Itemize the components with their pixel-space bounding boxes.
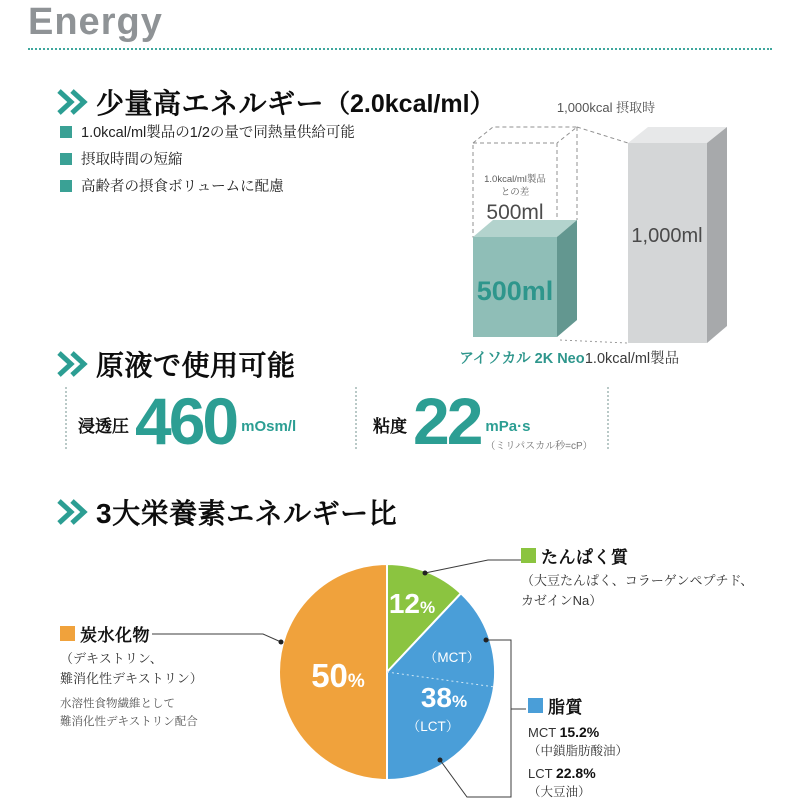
diff-annotation-line2: との差 [500, 187, 530, 198]
legend-detail-line: （デキストリン、 [60, 651, 163, 666]
bar2-value-label: 1,000ml [631, 225, 703, 247]
page-title: Energy [28, 1, 163, 43]
legend-fat [528, 693, 768, 800]
stat-separator [355, 387, 357, 449]
legend-title: 炭水化物 [80, 626, 150, 645]
bullet-square-icon [60, 153, 72, 165]
fat-percent-label: 38% [420, 682, 468, 713]
diff-annotation-line1: 1.0kcal/ml製品 [484, 174, 546, 185]
stat-separator [607, 387, 609, 449]
callout-dot [484, 638, 489, 643]
legend-title: 脂質 [548, 698, 583, 717]
mct-detail: （中鎖脂肪酸油） [528, 744, 629, 758]
bullet-item [60, 175, 284, 196]
lct-value-line: LCT 22.8% [528, 765, 596, 781]
bullet-item [60, 148, 183, 169]
lct-detail: （大豆油） [528, 785, 591, 799]
double-chevron-icon [55, 87, 89, 117]
legend-note-line: 難消化性デキストリン配合 [60, 715, 198, 728]
bar-chart-title: 1,000kcal 摂取時 [556, 100, 656, 115]
section-energy-ratio-heading [55, 492, 397, 532]
callout-dot [423, 571, 428, 576]
diff-annotation-value: 500ml [486, 201, 544, 224]
dashed-connector-line [577, 127, 628, 143]
legend-note-line: 水溶性食物繊維として [60, 698, 175, 711]
bullet-text: 摂取時間の短縮 [81, 152, 183, 168]
bar2-category-label: 1.0kcal/ml製品 [584, 351, 680, 367]
bullet-text: 高齢者の摂食ボリュームに配慮 [81, 179, 284, 195]
stat-unit: mOsm/l [241, 418, 297, 435]
bar1-category-label: アイソカル 2K Neo [459, 351, 585, 367]
page-header [28, 0, 772, 50]
section-title: 原液で使用可能 [96, 350, 296, 381]
stat-note: （ミリパスカル秒=cP） [485, 441, 593, 452]
stat-value: 460 [135, 384, 237, 458]
section-undiluted-heading [55, 344, 296, 384]
stat-unit: mPa·s [485, 418, 531, 435]
carb-percent-label: 50% [311, 657, 365, 694]
energy-ratio-figure [0, 535, 800, 800]
volume-bar-chart [450, 95, 780, 380]
legend-detail-line: （大豆たんぱく、コラーゲンペプチド、 [521, 573, 754, 588]
fat-color-swatch [528, 698, 543, 713]
stat-label: 粘度 [373, 417, 407, 436]
bullet-text: 1.0kcal/ml製品の1/2の量で同熱量供給可能 [81, 125, 355, 141]
protein-callout-line [425, 560, 527, 573]
legend-detail-line: 難消化性デキストリン） [60, 671, 203, 687]
bullet-item [60, 121, 355, 142]
double-chevron-icon [55, 497, 89, 527]
bullet-square-icon [60, 126, 72, 138]
lct-inner-label: （LCT） [406, 719, 460, 734]
mct-inner-label: （MCT） [423, 650, 481, 665]
bullet-square-icon [60, 180, 72, 192]
legend-carbohydrate [60, 621, 280, 731]
legend-title: たんぱく質 [541, 548, 629, 567]
stat-separator [65, 387, 67, 449]
stat-value: 22 [413, 384, 481, 458]
callout-dot [438, 758, 443, 763]
legend-detail-line: カゼインNa） [521, 593, 603, 609]
carb-color-swatch [60, 626, 75, 641]
section-title: 少量高エネルギー [96, 88, 325, 119]
protein-color-swatch [521, 548, 536, 563]
bar1-value-label: 500ml [476, 276, 554, 306]
stat-label: 浸透圧 [78, 417, 129, 436]
section-title: 3大栄養素エネルギー比 [96, 498, 398, 529]
section-energy-density-heading [55, 82, 495, 122]
double-chevron-icon [55, 349, 89, 379]
stat-viscosity [373, 384, 593, 458]
section-title-paren: （2.0kcal/ml） [325, 90, 495, 118]
mct-value-line: MCT 15.2% [528, 724, 600, 740]
legend-protein [521, 543, 781, 611]
protein-percent-label: 12% [388, 588, 436, 619]
stat-osmolality [78, 384, 297, 458]
dotted-baseline-connector [560, 340, 627, 343]
